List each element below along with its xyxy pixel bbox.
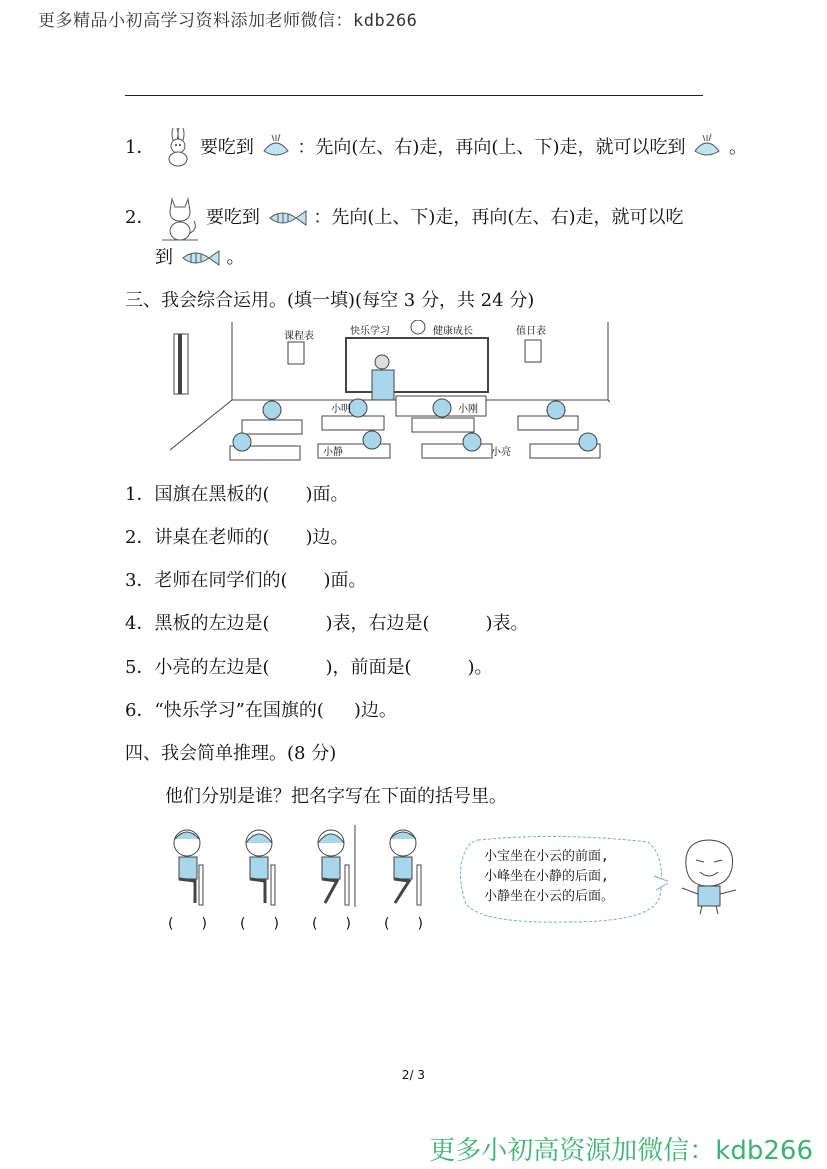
label-xiaojing: 小静 bbox=[323, 447, 343, 458]
label-schedule: 课程表 bbox=[284, 331, 314, 342]
item-number: 6． bbox=[125, 700, 155, 721]
item-text: )边。 bbox=[353, 700, 397, 721]
section-3-title: 三、我会综合运用。(填一填)(每空 3 分，共 24 分) bbox=[125, 290, 535, 311]
children-illustration bbox=[165, 825, 445, 915]
s3-item-3 bbox=[125, 566, 367, 592]
item-text: )表，右边是( bbox=[325, 613, 430, 634]
item-text: 老师在同学们的( bbox=[154, 570, 288, 591]
s3-item-6 bbox=[125, 696, 397, 722]
child-figure-1 bbox=[174, 830, 203, 905]
item-number: 4． bbox=[125, 613, 155, 634]
answer-paren-4[interactable]: ( ) bbox=[384, 916, 423, 932]
page-number: 2/ 3 bbox=[401, 1068, 426, 1082]
q2-text-c: 到 bbox=[155, 247, 173, 268]
item-text: “快乐学习”在国旗的( bbox=[154, 700, 324, 721]
child-figure-3 bbox=[318, 825, 355, 907]
q1-text-b: ：先向(左、右)走，再向(上、下)走，就可以吃到 bbox=[297, 137, 686, 158]
q1-number: 1． bbox=[125, 137, 155, 158]
bubble-line-3: 小静坐在小云的后面。 bbox=[484, 889, 615, 904]
top-watermark: 更多精品小初高学习资料添加老师微信：kdb266 bbox=[38, 11, 418, 31]
label-duty: 值日表 bbox=[516, 326, 546, 337]
answer-paren-2[interactable]: ( ) bbox=[240, 916, 279, 932]
cartoon-character-icon bbox=[674, 836, 744, 916]
q1-text-c: 。 bbox=[728, 137, 747, 158]
label-xiaoliang: 小亮 bbox=[491, 447, 511, 458]
q2-text-a: 要吃到 bbox=[205, 207, 260, 228]
radish-icon bbox=[691, 133, 723, 163]
radish-icon bbox=[260, 133, 292, 163]
item-number: 1． bbox=[125, 484, 155, 505]
item-text: )。 bbox=[467, 657, 493, 678]
item-text: )面。 bbox=[305, 484, 349, 505]
item-number: 5． bbox=[125, 657, 155, 678]
s3-item-1 bbox=[125, 480, 349, 506]
question-2 bbox=[125, 195, 683, 241]
s3-item-2 bbox=[125, 523, 349, 549]
item-text: 黑板的左边是( bbox=[154, 613, 270, 634]
fish-icon bbox=[266, 207, 308, 229]
answer-paren-3[interactable]: ( ) bbox=[312, 916, 351, 932]
item-text: )边。 bbox=[305, 527, 349, 548]
label-slogan-right: 健康成长 bbox=[433, 326, 473, 337]
section-4-instruction: 他们分别是谁？把名字写在下面的括号里。 bbox=[165, 786, 507, 807]
item-number: 3． bbox=[125, 570, 155, 591]
label-xiaoming: 小明 bbox=[331, 404, 351, 415]
header-rule bbox=[125, 95, 703, 96]
q2-text-d: 。 bbox=[226, 247, 245, 268]
classroom-illustration bbox=[170, 320, 610, 465]
child-figure-4 bbox=[390, 830, 421, 905]
item-text: 讲桌在老师的( bbox=[154, 527, 270, 548]
cat-icon bbox=[160, 195, 200, 241]
item-number: 2． bbox=[125, 527, 155, 548]
bubble-line-1: 小宝坐在小云的前面, bbox=[484, 849, 609, 864]
section-4-title: 四、我会简单推理。(8 分) bbox=[125, 743, 337, 764]
bubble-text bbox=[484, 847, 614, 907]
bubble-line-2: 小峰坐在小静的后面, bbox=[484, 869, 609, 884]
rabbit-icon bbox=[160, 128, 194, 168]
item-text: )，前面是( bbox=[325, 657, 412, 678]
fish-icon bbox=[179, 247, 221, 269]
item-text: 国旗在黑板的( bbox=[154, 484, 270, 505]
q1-text-a: 要吃到 bbox=[199, 137, 254, 158]
q2-text-b: ：先向(上、下)走，再向(左、右)走，就可以吃 bbox=[313, 207, 684, 228]
question-2-cont bbox=[155, 243, 244, 269]
item-text: )面。 bbox=[323, 570, 367, 591]
item-text: )表。 bbox=[485, 613, 529, 634]
q2-number: 2． bbox=[125, 207, 155, 228]
answer-paren-1[interactable]: ( ) bbox=[168, 916, 207, 932]
s3-item-5 bbox=[125, 653, 493, 679]
bottom-watermark: 更多小初高资源加微信：kdb266 bbox=[429, 1136, 813, 1166]
label-xiaogang: 小刚 bbox=[458, 404, 478, 415]
label-slogan-left: 快乐学习 bbox=[350, 326, 390, 337]
s3-item-4 bbox=[125, 609, 529, 635]
item-text: 小亮的左边是( bbox=[154, 657, 270, 678]
child-figure-2 bbox=[246, 830, 275, 905]
question-1 bbox=[125, 128, 747, 168]
